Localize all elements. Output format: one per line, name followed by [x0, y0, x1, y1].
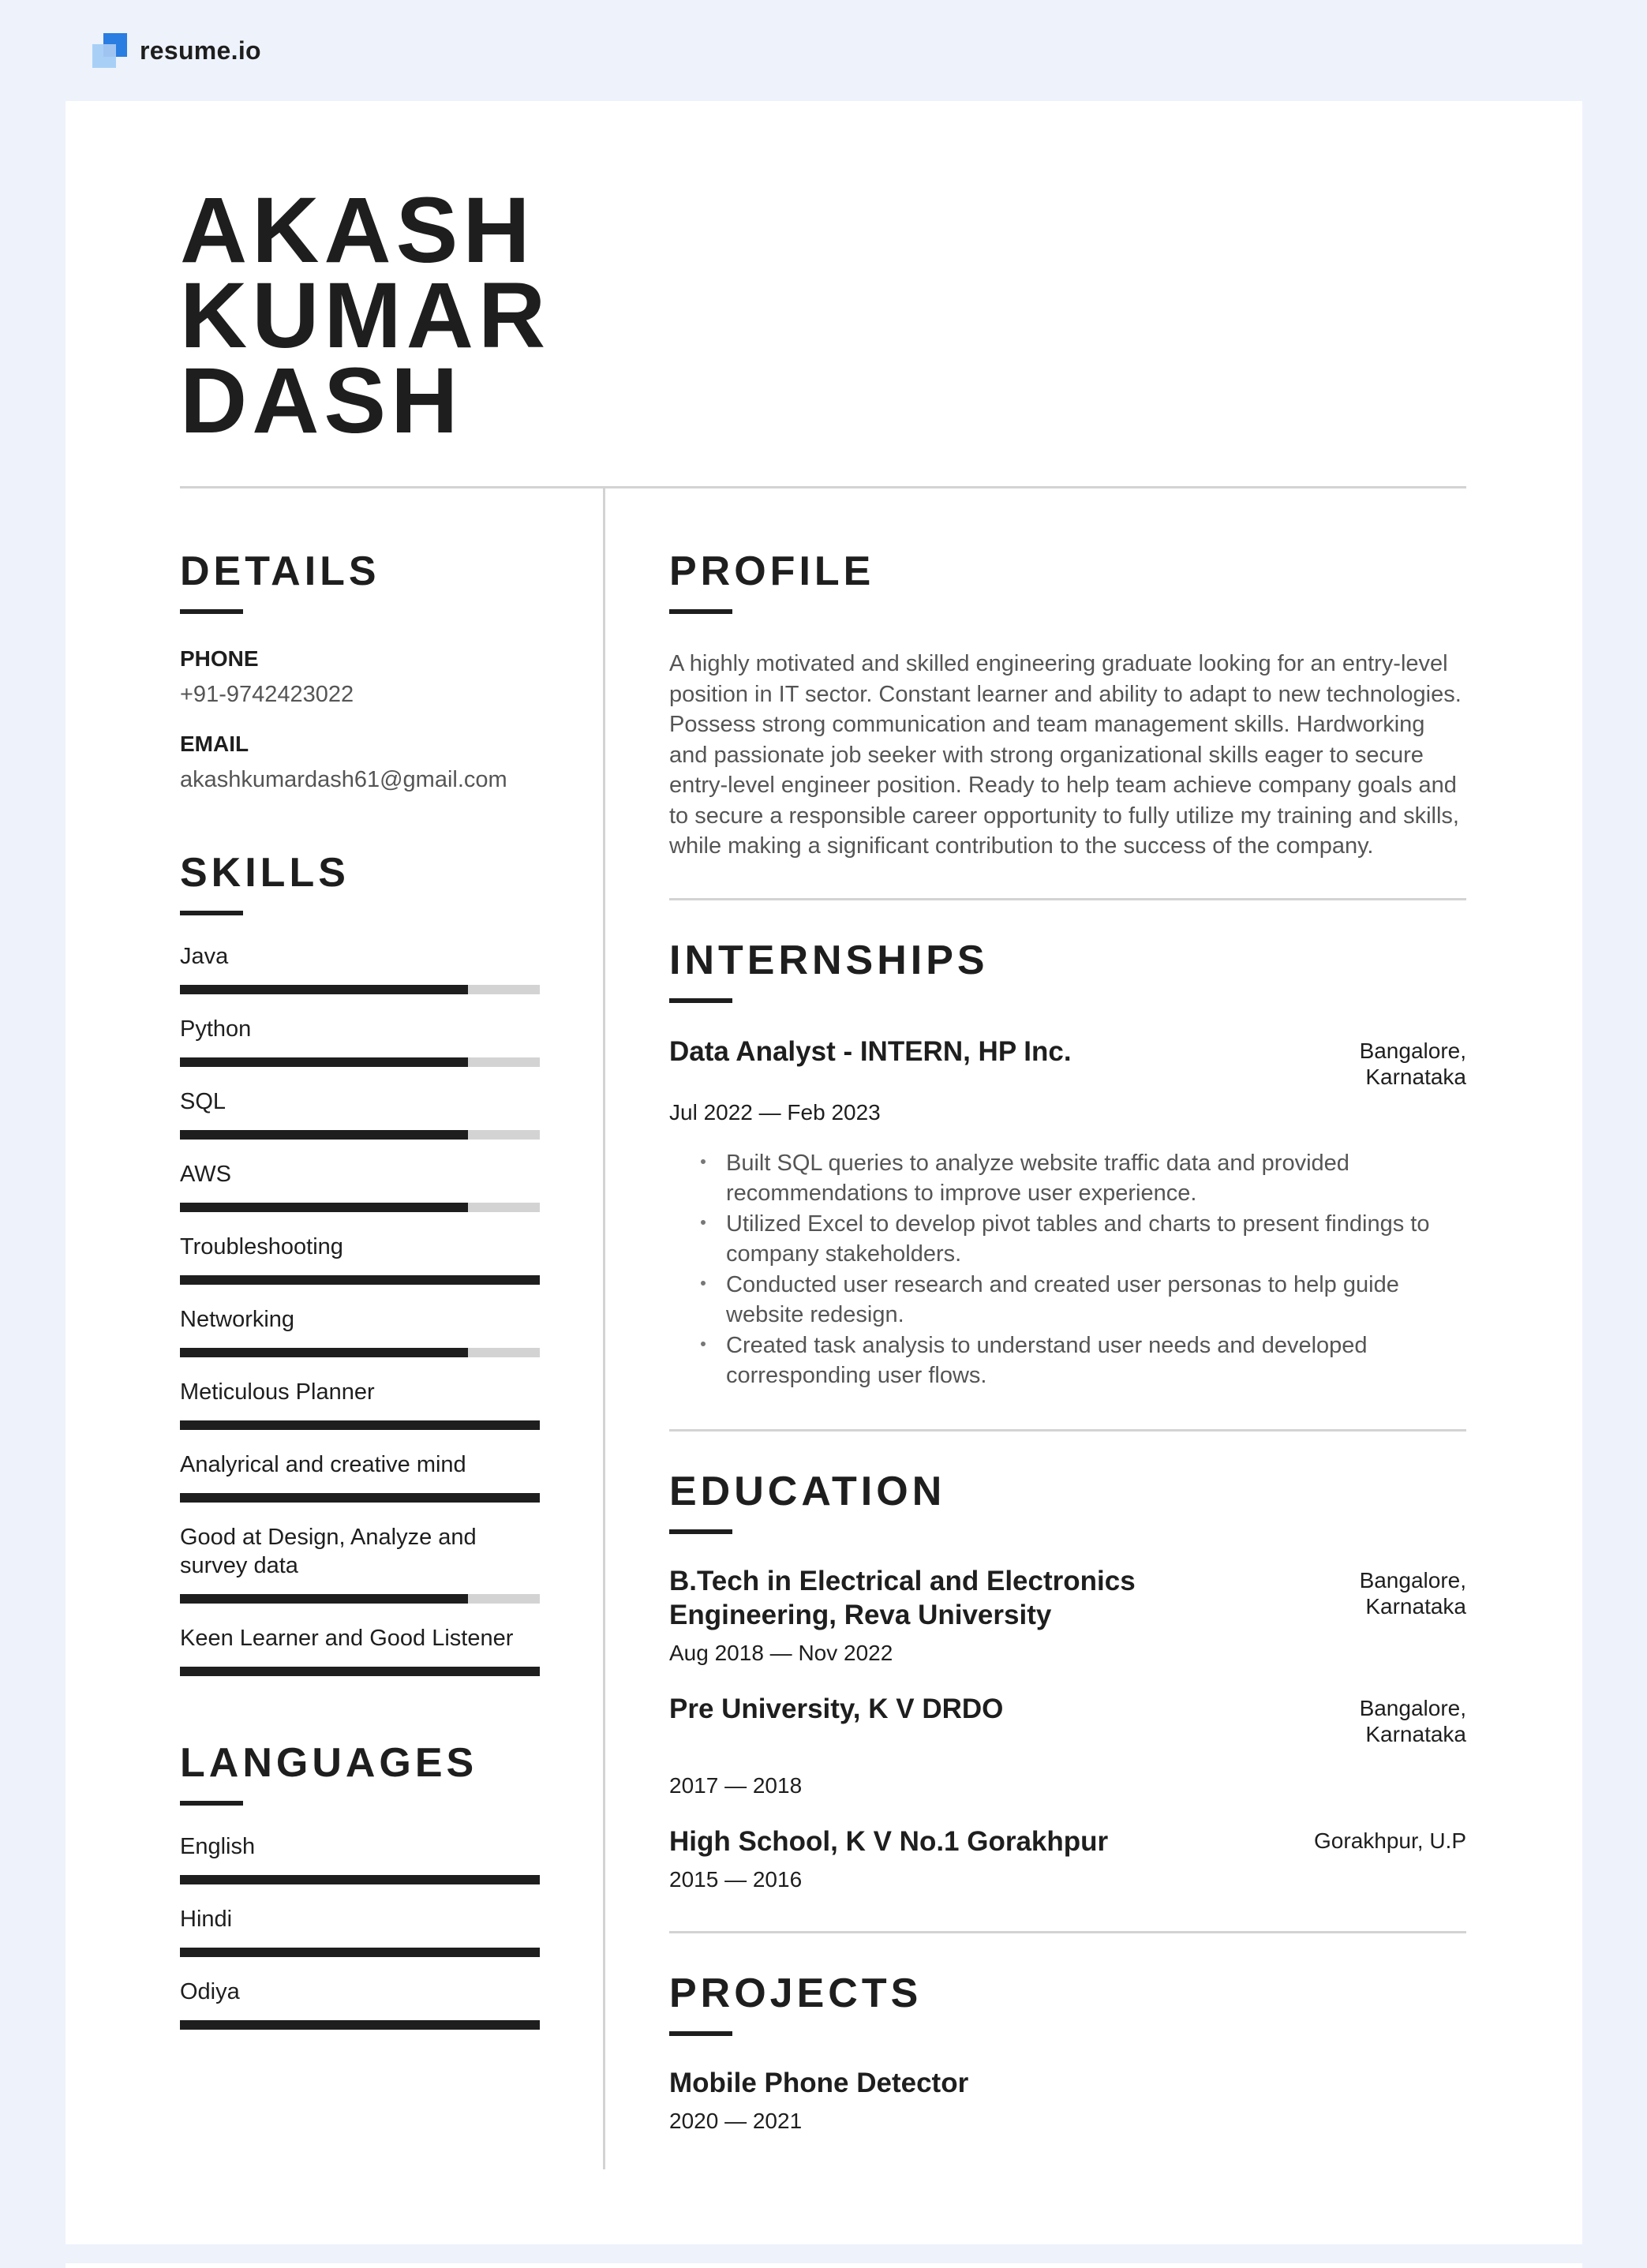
education-title: EDUCATION — [669, 1468, 946, 1514]
next-page-edge — [66, 2263, 1582, 2268]
education-dates: 2017 — 2018 — [669, 1772, 803, 1798]
skill-level-bar — [180, 985, 540, 994]
resume-io-logo-link[interactable] — [92, 33, 261, 68]
skill-item — [180, 1523, 540, 1604]
language-item — [180, 1905, 540, 1957]
resume-page — [66, 101, 1582, 2244]
email-value: akashkumardash61@gmail.com — [180, 767, 507, 792]
skill-item — [180, 1450, 540, 1503]
skill-name: Good at Design, Analyze and survey data — [180, 1525, 477, 1578]
name-line-2: KUMAR — [180, 264, 551, 368]
bullet-dot-icon — [701, 1220, 706, 1225]
skill-level-bar — [180, 1594, 540, 1604]
section-divider — [669, 898, 1466, 900]
education-section — [669, 1468, 1466, 1893]
internship-location: Bangalore, Karnataka — [1359, 1038, 1466, 1089]
skill-level-bar — [180, 1493, 540, 1503]
profile-section — [669, 548, 1466, 862]
skill-level-bar — [180, 1275, 540, 1285]
email-label: EMAIL — [180, 732, 249, 756]
skill-item — [180, 1233, 540, 1285]
skill-name: Keen Learner and Good Listener — [180, 1626, 514, 1651]
skill-level-bar — [180, 1130, 540, 1140]
language-item — [180, 1832, 540, 1884]
skills-title-rule — [180, 911, 243, 915]
internship-dates: Jul 2022 — Feb 2023 — [669, 1099, 881, 1125]
candidate-name — [180, 178, 551, 453]
language-level-bar — [180, 1875, 540, 1884]
internships-title-rule — [669, 998, 732, 1003]
phone-label: PHONE — [180, 646, 259, 671]
language-level-fill — [180, 1875, 540, 1884]
top-bar — [0, 0, 1647, 101]
skill-level-fill — [180, 1667, 540, 1676]
column-divider — [603, 488, 605, 2169]
name-line-3: DASH — [180, 349, 463, 453]
skill-level-fill — [180, 1203, 468, 1212]
skill-level-fill — [180, 1057, 468, 1067]
internship-entry — [669, 1035, 1466, 1391]
skills-title: SKILLS — [180, 850, 350, 896]
language-name: English — [180, 1834, 256, 1859]
skill-level-bar — [180, 1348, 540, 1357]
internship-title: Data Analyst - INTERN, HP Inc. — [669, 1035, 1072, 1067]
skill-item — [180, 1378, 540, 1430]
profile-title: PROFILE — [669, 548, 875, 594]
skill-item — [180, 942, 540, 994]
education-entry — [669, 1825, 1466, 1893]
education-location: Bangalore, Karnataka — [1359, 1567, 1466, 1619]
bullet-dot-icon — [701, 1159, 706, 1164]
languages-title: LANGUAGES — [180, 1740, 478, 1786]
skill-level-fill — [180, 1275, 540, 1285]
skill-item — [180, 1305, 540, 1357]
languages-title-rule — [180, 1801, 243, 1806]
education-dates: Aug 2018 — Nov 2022 — [669, 1640, 893, 1665]
education-location: Bangalore, Karnataka — [1359, 1695, 1466, 1746]
education-title-text: B.Tech in Electrical and Electronics Engineering, Reva University — [669, 1565, 1136, 1630]
resume-io-logo-icon — [92, 33, 127, 68]
language-level-fill — [180, 2020, 540, 2030]
languages-list — [180, 1832, 540, 2030]
bullet-item: Built SQL queries to analyze website traffic data and provided recommendations to improve user experience. — [669, 1148, 1466, 1209]
skill-level-bar — [180, 1420, 540, 1430]
project-entry — [669, 2066, 1466, 2135]
language-name: Odiya — [180, 1979, 240, 2004]
education-title-text: Pre University, K V DRDO — [669, 1693, 1004, 1724]
projects-section — [669, 1970, 1466, 2135]
section-divider — [669, 1931, 1466, 1933]
internships-title: INTERNSHIPS — [669, 937, 989, 983]
skill-item — [180, 1087, 540, 1140]
bullet-item: Utilized Excel to develop pivot tables and charts to present findings to company stakeholders. — [669, 1209, 1466, 1270]
skill-name: AWS — [180, 1162, 231, 1187]
internships-section — [669, 937, 1466, 1391]
skill-name: SQL — [180, 1089, 226, 1114]
profile-title-rule — [669, 609, 732, 614]
skill-level-fill — [180, 1594, 468, 1604]
skill-level-bar — [180, 1667, 540, 1676]
phone-value: +91-9742423022 — [180, 682, 354, 707]
skill-name: Meticulous Planner — [180, 1379, 375, 1405]
projects-title: PROJECTS — [669, 1970, 923, 2016]
internship-bullets — [669, 1148, 1466, 1391]
skill-item — [180, 1624, 540, 1676]
project-title: Mobile Phone Detector — [669, 2067, 969, 2098]
skill-level-bar — [180, 1057, 540, 1067]
skill-level-fill — [180, 985, 468, 994]
skill-level-bar — [180, 1203, 540, 1212]
skill-level-fill — [180, 1420, 540, 1430]
language-level-fill — [180, 1948, 540, 1957]
bullet-dot-icon — [701, 1281, 706, 1286]
skill-level-fill — [180, 1130, 468, 1140]
language-level-bar — [180, 1948, 540, 1957]
bullet-item: Conducted user research and created user personas to help guide website redesign. — [669, 1270, 1466, 1330]
education-entry — [669, 1564, 1466, 1667]
education-entry — [669, 1692, 1466, 1799]
language-name: Hindi — [180, 1907, 233, 1932]
skill-name: Networking — [180, 1307, 295, 1332]
skill-name: Analyrical and creative mind — [180, 1452, 466, 1477]
skill-level-fill — [180, 1348, 468, 1357]
details-title-rule — [180, 609, 243, 614]
projects-title-rule — [669, 2031, 732, 2036]
skills-list — [180, 942, 540, 1676]
skill-level-fill — [180, 1493, 540, 1503]
skills-section — [180, 849, 540, 1676]
details-title: DETAILS — [180, 548, 380, 594]
right-column — [669, 548, 1466, 2135]
education-location: Gorakhpur, U.P — [1314, 1828, 1466, 1853]
project-dates: 2020 — 2021 — [669, 2108, 803, 2133]
languages-section — [180, 1739, 540, 2030]
bullet-item: Created task analysis to understand user needs and developed corresponding user flows. — [669, 1330, 1466, 1391]
skill-item — [180, 1160, 540, 1212]
language-item — [180, 1978, 540, 2030]
details-section — [180, 548, 540, 794]
education-dates: 2015 — 2016 — [669, 1866, 803, 1892]
language-level-bar — [180, 2020, 540, 2030]
skill-name: Java — [180, 944, 229, 969]
skill-name: Troubleshooting — [180, 1234, 343, 1259]
skill-name: Python — [180, 1016, 252, 1042]
header-divider — [180, 486, 1466, 488]
left-column — [180, 548, 540, 2030]
education-title-text: High School, K V No.1 Gorakhpur — [669, 1825, 1109, 1857]
logo-text: resume.io — [140, 36, 261, 65]
bullet-dot-icon — [701, 1342, 706, 1346]
skill-item — [180, 1015, 540, 1067]
section-divider — [669, 1429, 1466, 1432]
name-line-1: AKASH — [180, 178, 535, 283]
profile-text: A highly motivated and skilled engineering graduate looking for an entry-level position in IT sector. Constant learner and ability to adapt to new technologies. Possess strong communication and team management skills. Hardworking and passionate job seeker with strong organizational skills eager to secure entry-level engineer position. Ready to help team achieve company goals and to secure a responsible career opportunity to fully utilize my training and skills, while making a significant contribution to the success of the company. — [669, 651, 1462, 859]
education-title-rule — [669, 1529, 732, 1534]
